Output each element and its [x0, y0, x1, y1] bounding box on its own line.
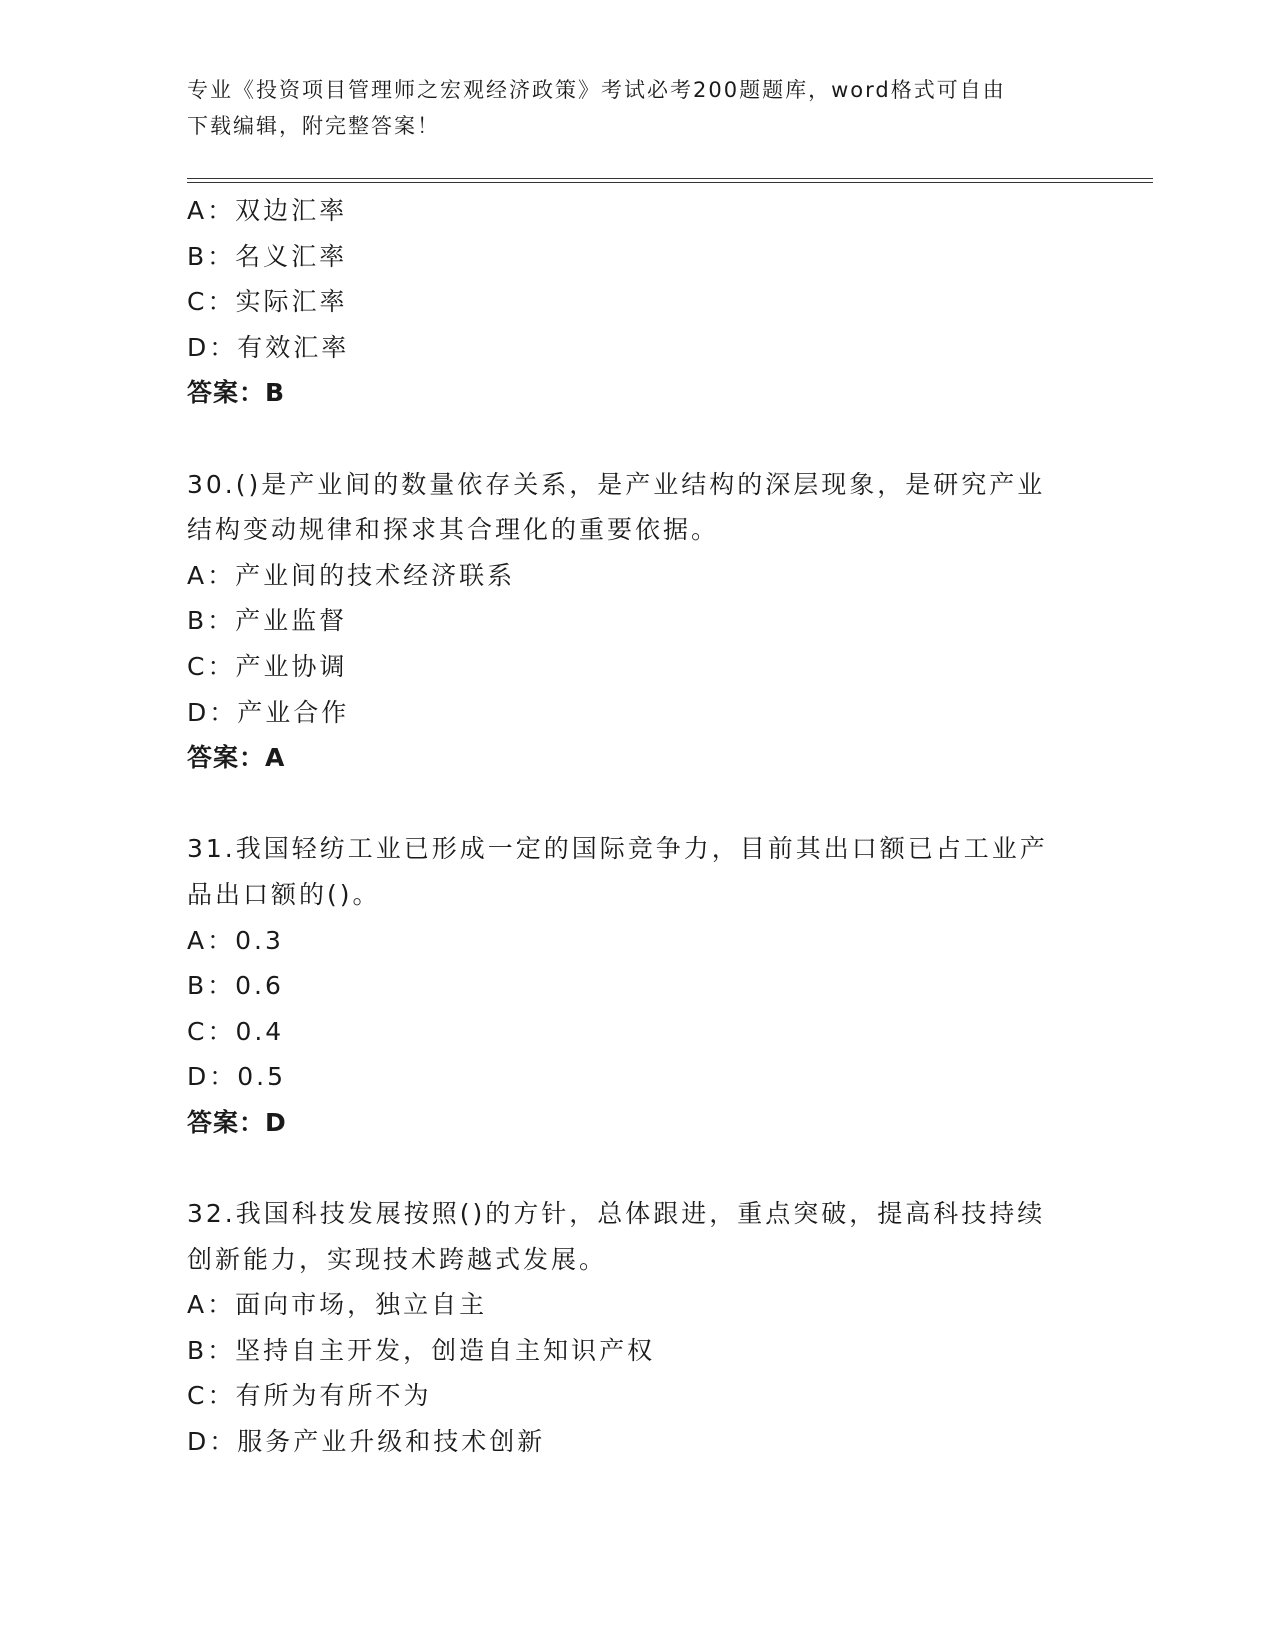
option-b: B：坚持自主开发，创造自主知识产权 — [187, 1335, 656, 1365]
option-a: A：双边汇率 — [187, 196, 348, 225]
option-a: A：面向市场，独立自主 — [187, 1290, 488, 1320]
question-29 — [187, 188, 1087, 416]
answer: 答案：B — [187, 378, 286, 408]
option-d: D：产业合作 — [187, 697, 350, 727]
header-line-1: 专业《投资项目管理师之宏观经济政策》考试必考200题题库，word格式可自由 — [187, 78, 1006, 102]
question-list — [187, 188, 1087, 1465]
header-divider — [187, 178, 1153, 183]
option-c: C：实际汇率 — [187, 287, 348, 317]
header-line-2: 下载编辑，附完整答案！ — [187, 114, 440, 138]
option-b: B：0.6 — [187, 971, 284, 1001]
question-stem: 30.()是产业间的数量依存关系，是产业结构的深层现象，是研究产业 — [187, 469, 1046, 499]
question-stem-cont: 品出口额的()。 — [187, 879, 381, 909]
option-c: C：0.4 — [187, 1016, 285, 1046]
option-b: B：产业监督 — [187, 606, 348, 636]
option-d: D：0.5 — [187, 1062, 287, 1092]
option-d: D：有效汇率 — [187, 332, 350, 362]
option-b: B：名义汇率 — [187, 241, 348, 271]
option-a: A：产业间的技术经济联系 — [187, 560, 516, 590]
question-32 — [187, 1191, 1087, 1465]
option-d: D：服务产业升级和技术创新 — [187, 1427, 546, 1457]
document-header — [187, 72, 1087, 144]
question-stem-cont: 创新能力，实现技术跨越式发展。 — [187, 1244, 608, 1274]
option-a: A：0.3 — [187, 925, 284, 955]
option-c: C：有所为有所不为 — [187, 1381, 432, 1411]
answer: 答案：A — [187, 743, 286, 773]
question-stem: 31.我国轻纺工业已形成一定的国际竞争力，目前其出口额已占工业产 — [187, 834, 1048, 864]
question-stem: 32.我国科技发展按照()的方针，总体跟进，重点突破，提高科技持续 — [187, 1199, 1046, 1229]
question-stem-cont: 结构变动规律和探求其合理化的重要依据。 — [187, 515, 720, 545]
option-c: C：产业协调 — [187, 651, 348, 681]
question-31 — [187, 826, 1087, 1145]
question-30 — [187, 462, 1087, 781]
answer: 答案：D — [187, 1107, 287, 1137]
